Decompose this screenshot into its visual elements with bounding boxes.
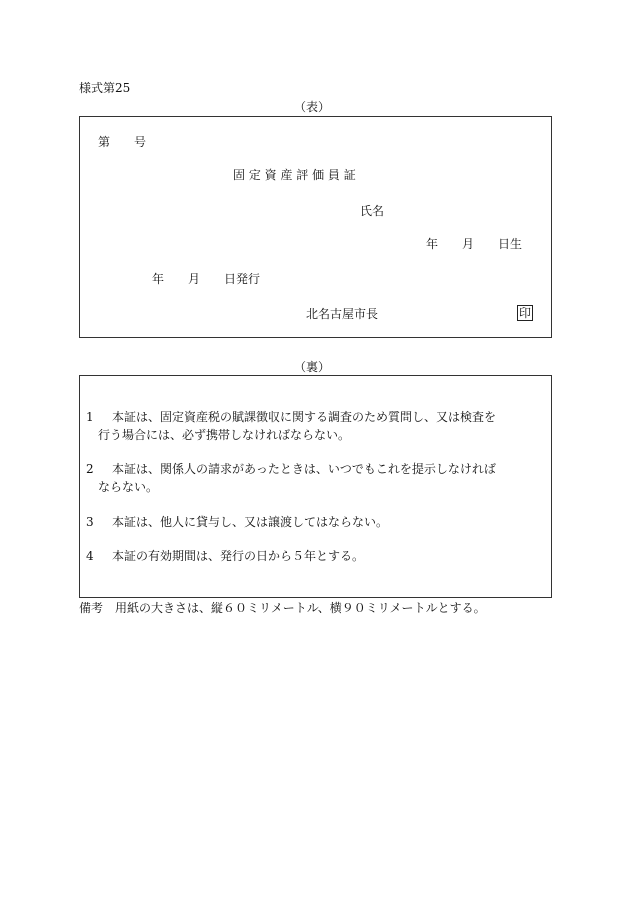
name-label: 氏名 xyxy=(360,204,385,218)
front-heading: （表） xyxy=(294,100,331,114)
paper-size-note: 備考 用紙の大きさは、縦６０ミリメートル、横９０ミリメートルとする。 xyxy=(79,601,486,615)
seal-mark: 印 xyxy=(519,306,532,320)
rule-item-4 xyxy=(86,547,556,565)
rule-text-line1: 本証は、固定資産税の賦課徴収に関する調査のため質問し、又は検査を xyxy=(112,410,497,424)
rule-text-line1: 本証は、関係人の請求があったときは、いつでもこれを提示しなければ xyxy=(112,462,496,476)
form-number: 様式第25 xyxy=(79,81,131,95)
issuer-name: 北名古屋市長 xyxy=(306,307,379,321)
rule-text-line2: ならない。 xyxy=(98,480,159,494)
certificate-title: 固 定 資 産 評 価 員 証 xyxy=(233,168,356,182)
back-heading: （裏） xyxy=(294,360,331,374)
rule-number: 3 xyxy=(86,515,94,529)
rule-item-2 xyxy=(86,460,556,496)
rule-text-line1: 本証の有効期間は、発行の日から５年とする。 xyxy=(112,549,365,563)
rule-number: 1 xyxy=(86,410,94,424)
rule-number: 4 xyxy=(86,549,94,563)
rule-number: 2 xyxy=(86,462,94,476)
certificate-number: 第 号 xyxy=(98,135,147,149)
rule-item-1 xyxy=(86,408,556,444)
rule-text-line2: 行う場合には、必ず携帯しなければならない。 xyxy=(98,428,351,442)
birth-date-line: 年 月 日生 xyxy=(426,237,523,251)
issue-date-line: 年 月 日発行 xyxy=(152,272,261,286)
rule-item-3 xyxy=(86,513,556,531)
rule-text-line1: 本証は、他人に貸与し、又は譲渡してはならない。 xyxy=(112,515,389,529)
front-card xyxy=(79,116,552,338)
